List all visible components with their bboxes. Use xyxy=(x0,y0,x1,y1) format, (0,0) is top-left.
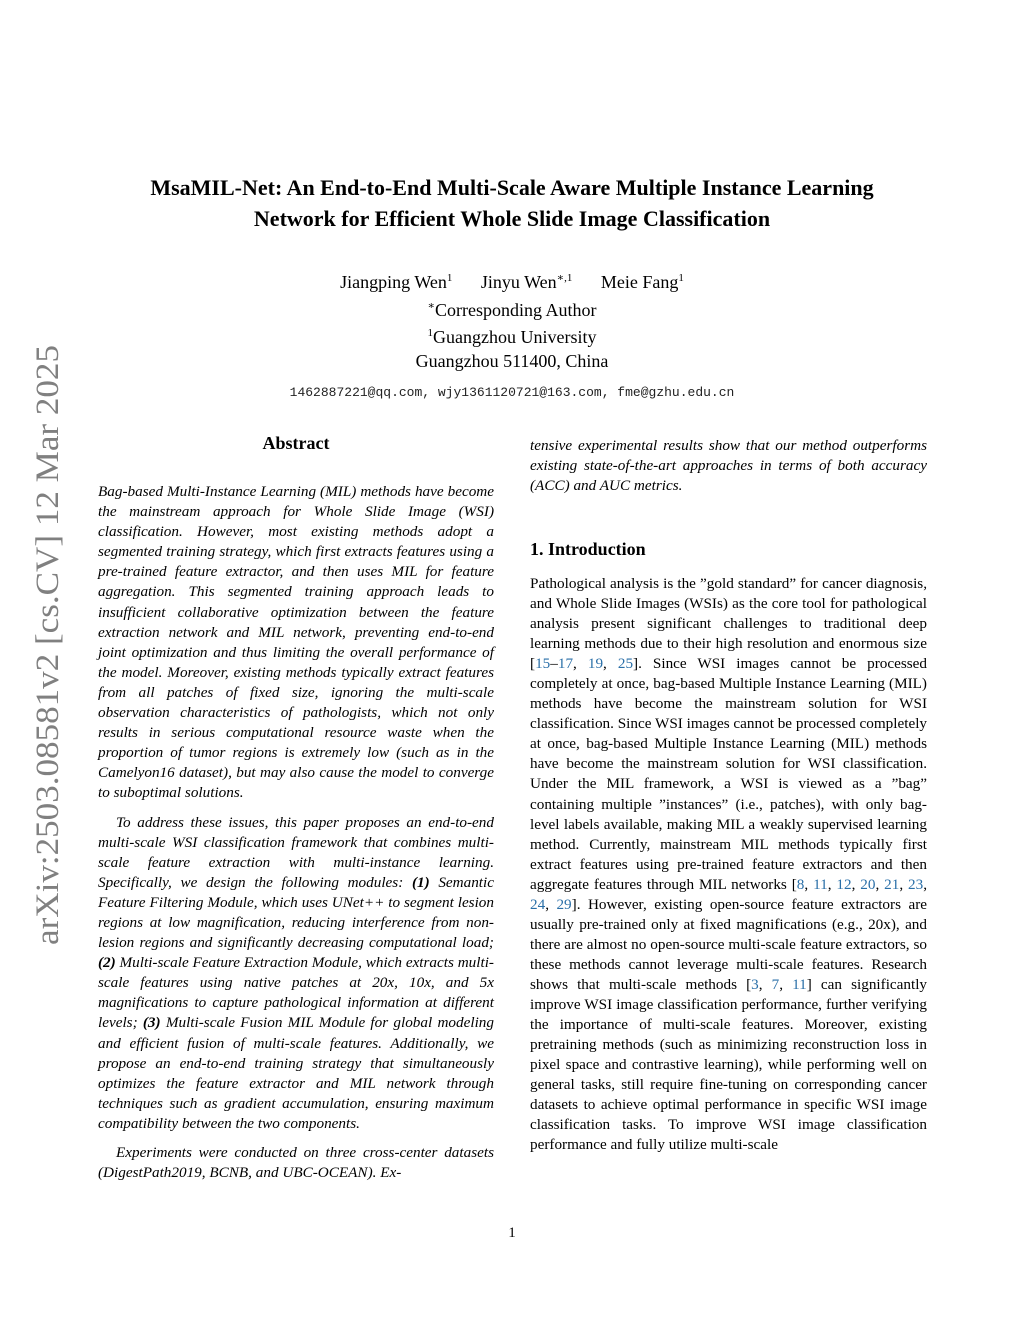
citation-link[interactable]: 19 xyxy=(587,655,604,673)
citation-link[interactable]: 15 xyxy=(535,655,551,673)
citation-link[interactable]: 20 xyxy=(860,875,876,893)
introduction-body xyxy=(530,574,927,1155)
author-1: Jiangping Wen$^1$ xyxy=(340,272,453,292)
paper-title xyxy=(90,172,934,234)
abstract-paragraph-3: Experiments were conducted on three cross-center datasets (DigestPath2019, BCNB, and UBC-OCEAN). Ex- xyxy=(98,1144,494,1182)
citation-link[interactable]: 12 xyxy=(836,875,852,893)
citation-link[interactable]: 8 xyxy=(796,875,805,893)
author-emails: 1462887221@qq.com, wjy1361120721@163.com, fme@gzhu.edu.cn xyxy=(289,385,735,400)
title-line-1: MsaMIL-Net: An End-to-End Multi-Scale Aware Multiple Instance Learning xyxy=(150,175,874,200)
abstract-paragraph-2: To address these issues, this paper proposes an end-to-end multi-scale WSI classification framework that combines multi-scale feature extraction with multi-instance learning. Specifically, we design the following modules: (1) Semantic Feature Filtering Module, which uses UNet++ to segment lesion regions at low magnification, reducing interference from non-lesion regions and significantly decreasing computational load; (2) Multi-scale Feature Extraction Module, which extracts multi-scale features using native patches at 20x, 10x, and 5x magnifications to capture pathological information at different levels; (3) Multi-scale Fusion MIL Module for global modeling and efficient fusion of multi-scale features. Additionally, we propose an end-to-end training strategy that simultaneously optimizes the feature extractor and MIL network through techniques such as gradient accumulation, ensuring maximum compatibility between the two components. xyxy=(98,813,494,1132)
author-block xyxy=(90,267,934,405)
citation-link[interactable]: 3 xyxy=(751,975,759,993)
affiliation-university: $^1$Guangzhou University xyxy=(427,327,597,347)
arxiv-stamp xyxy=(18,340,70,950)
citation-link[interactable]: 24 xyxy=(530,895,546,913)
abstract-heading: Abstract xyxy=(262,433,330,453)
introduction-paragraph: Pathological analysis is the ”gold standard” for cancer diagnosis, and Whole Slide Images (WSIs) as the core tool for pathological analysis present significant challenges to traditional deep learning methods due to their high resolution and enormous size [15–17, 19, 25]. Since WSI images cannot be processed completely at once, bag-based Multiple Instance Learning (MIL) methods have become the mainstream solution for WSI classification. Since WSI images cannot be processed completely at once, bag-based Multiple Instance Learning (MIL) methods have become the mainstream solution for WSI classification. Under the MIL framework, a WSI is viewed as a ”bag” containing multiple ”instances” (i.e., patches), with only bag-level labels available, making MIL a weakly supervised learning method. Currently, mainstream MIL methods typically first extract features using pre-trained feature extractors and then aggregate features through MIL networks [8, 11, 12, 20, 21, 23, 24, 29]. However, existing open-source feature extractors are usually pre-trained only at fixed magnifications (e.g., 20x), and there are almost no open-source multi-scale feature extractors, so these methods cannot leverage multi-scale features. Research shows that multi-scale methods [3, 7, 11] can significantly improve WSI image classification performance, further verifying the importance of multi-scale features. Moreover, existing pretraining methods (such as minimizing reconstruction loss in pixel space and contrastive learning), while performing well on general tasks, still require fine-tuning on corresponding cancer datasets to achieve optimal performance in specific WSI image classification tasks. To improve WSI image classification performance and fully utilize multi-scale xyxy=(530,575,928,1154)
affiliation-address: Guangzhou 511400, China xyxy=(415,350,609,371)
author-2: Jinyu Wen$^{∗,1}$ xyxy=(480,272,573,292)
citation-link[interactable]: 21 xyxy=(884,875,900,893)
abstract-paragraph-1: Bag-based Multi-Instance Learning (MIL) methods have become the mainstream approach for Whole Slide Image (WSI) classification. However, most existing methods adopt a segmented training strategy, which first extracts features using a pre-trained feature extractor, and then uses MIL for feature aggregation. This segmented training approach leads to insufficient collaborative optimization between the feature extraction network and MIL network, preventing end-to-end joint optimization and thus limiting the overall performance of the model. Moreover, existing methods typically extract features from all patches of fixed size, ignoring the multi-scale observation characteristics of pathologists, which not only results in serious computational resource waste when the proportion of tumor regions is extremely low (such as in the Camelyon16 dataset), but may also cause the model to converge to suboptimal solutions. xyxy=(98,483,494,802)
citation-link[interactable]: 29 xyxy=(556,895,572,913)
page-number: 1 xyxy=(508,1225,516,1241)
arxiv-stamp-text: arXiv:2503.08581v2 [cs.CV] 12 Mar 2025 xyxy=(30,380,66,945)
abstract-body xyxy=(98,482,494,1192)
introduction-heading: 1. Introduction xyxy=(530,539,646,559)
title-line-2: Network for Efficient Whole Slide Image Classification xyxy=(253,206,771,231)
abstract-continuation xyxy=(530,436,927,496)
abstract-paragraph-3-continued: tensive experimental results show that our method outperforms existing state-of-the-art approaches in terms of both accuracy (ACC) and AUC metrics. xyxy=(530,437,927,495)
citation-link[interactable]: 11 xyxy=(813,875,828,893)
corresponding-author-note: ∗Corresponding Author xyxy=(427,299,597,320)
author-3: Meie Fang$^1$ xyxy=(600,272,684,292)
citation-link[interactable]: 17 xyxy=(557,655,574,673)
author-list xyxy=(90,267,934,295)
citation-link[interactable]: 11 xyxy=(792,975,807,993)
citation-link[interactable]: 23 xyxy=(908,875,924,893)
citation-link[interactable]: 7 xyxy=(771,975,780,993)
citation-link[interactable]: 25 xyxy=(617,655,634,673)
